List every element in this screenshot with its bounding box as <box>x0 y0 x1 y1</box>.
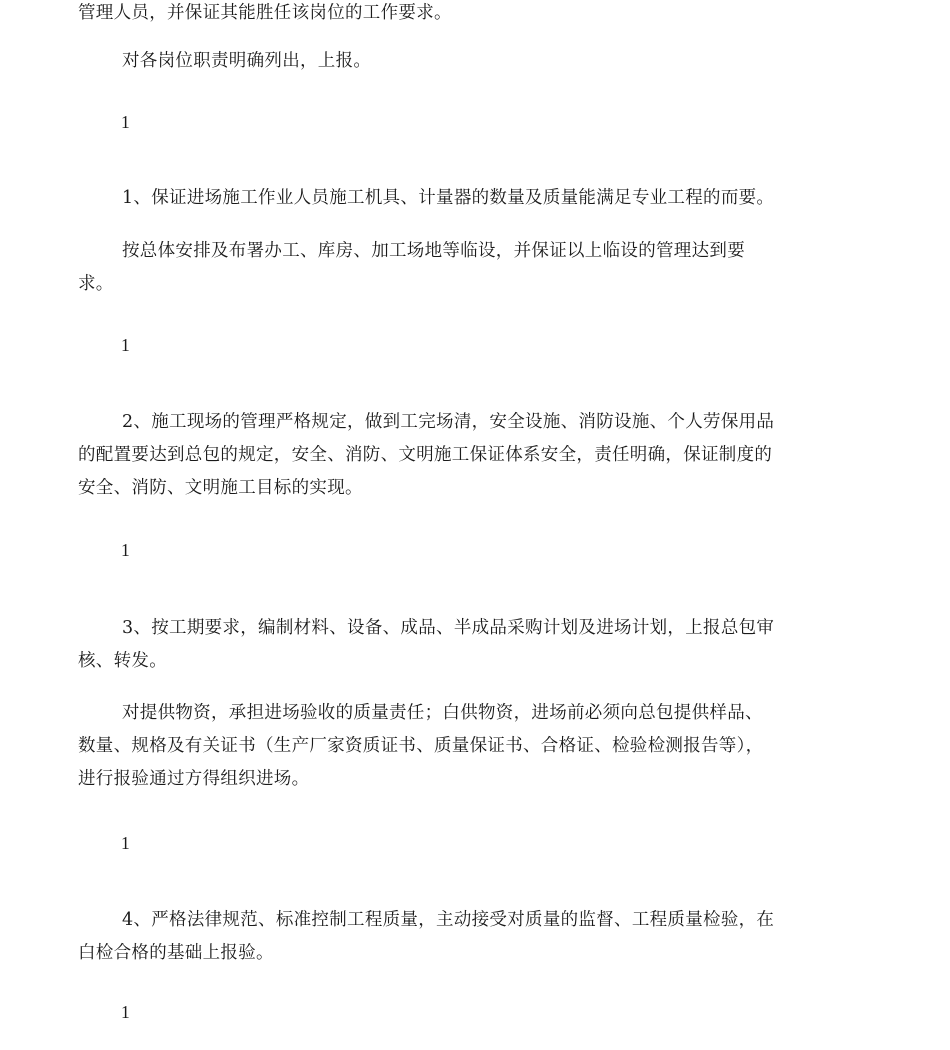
text-line: 白检合格的基础上报验。 <box>78 943 274 963</box>
text-line: 对提供物资，承担进场验收的质量责任；白供物资，进场前必须向总包提供样品、 <box>122 703 763 723</box>
paragraph-7 <box>78 904 838 970</box>
text-line: 求。 <box>78 274 114 294</box>
paragraph-4 <box>78 406 838 505</box>
paragraph-3 <box>78 235 838 301</box>
text-line: 4、严格法律规范、标准控制工程质量，主动接受对质量的监督、工程质量检验，在 <box>122 910 775 930</box>
text-line: 对各岗位职责明确列出，上报。 <box>122 51 372 71</box>
paragraph-6 <box>78 697 838 796</box>
text-line: 3、按工期要求，编制材料、设备、成品、半成品采购计划及进场计划，上报总包审 <box>122 618 775 638</box>
section-marker-5: 1 <box>121 1002 130 1022</box>
text-line: 数量、规格及有关证书（生产厂家资质证书、质量保证书、合格证、检验检测报告等）， <box>78 736 764 756</box>
text-line: 进行报验通过方得组织进场。 <box>78 769 310 789</box>
section-marker-2: 1 <box>121 335 130 355</box>
paragraph-1 <box>78 45 838 78</box>
text-line: 1、保证进场施工作业人员施工机具、计量器的数量及质量能满足专业工程的而要。 <box>122 188 775 208</box>
text-line: 核、转发。 <box>78 651 167 671</box>
text-line: 的配置要达到总包的规定，安全、消防、文明施工保证体系安全，责任明确，保证制度的 <box>78 445 773 465</box>
text-line: 管理人员，并保证其能胜任该岗位的工作要求。 <box>78 3 452 23</box>
section-marker-1: 1 <box>121 112 130 132</box>
text-line: 按总体安排及布署办工、库房、加工场地等临设，并保证以上临设的管理达到要 <box>122 241 745 261</box>
text-line: 安全、消防、文明施工目标的实现。 <box>78 478 363 498</box>
section-marker-4: 1 <box>121 833 130 853</box>
paragraph-2 <box>78 182 838 215</box>
paragraph-5 <box>78 612 838 678</box>
section-marker-3: 1 <box>121 540 130 560</box>
paragraph-0 <box>78 0 838 30</box>
text-line: 2、施工现场的管理严格规定，做到工完场清，安全设施、消防设施、个人劳保用品 <box>122 412 775 432</box>
